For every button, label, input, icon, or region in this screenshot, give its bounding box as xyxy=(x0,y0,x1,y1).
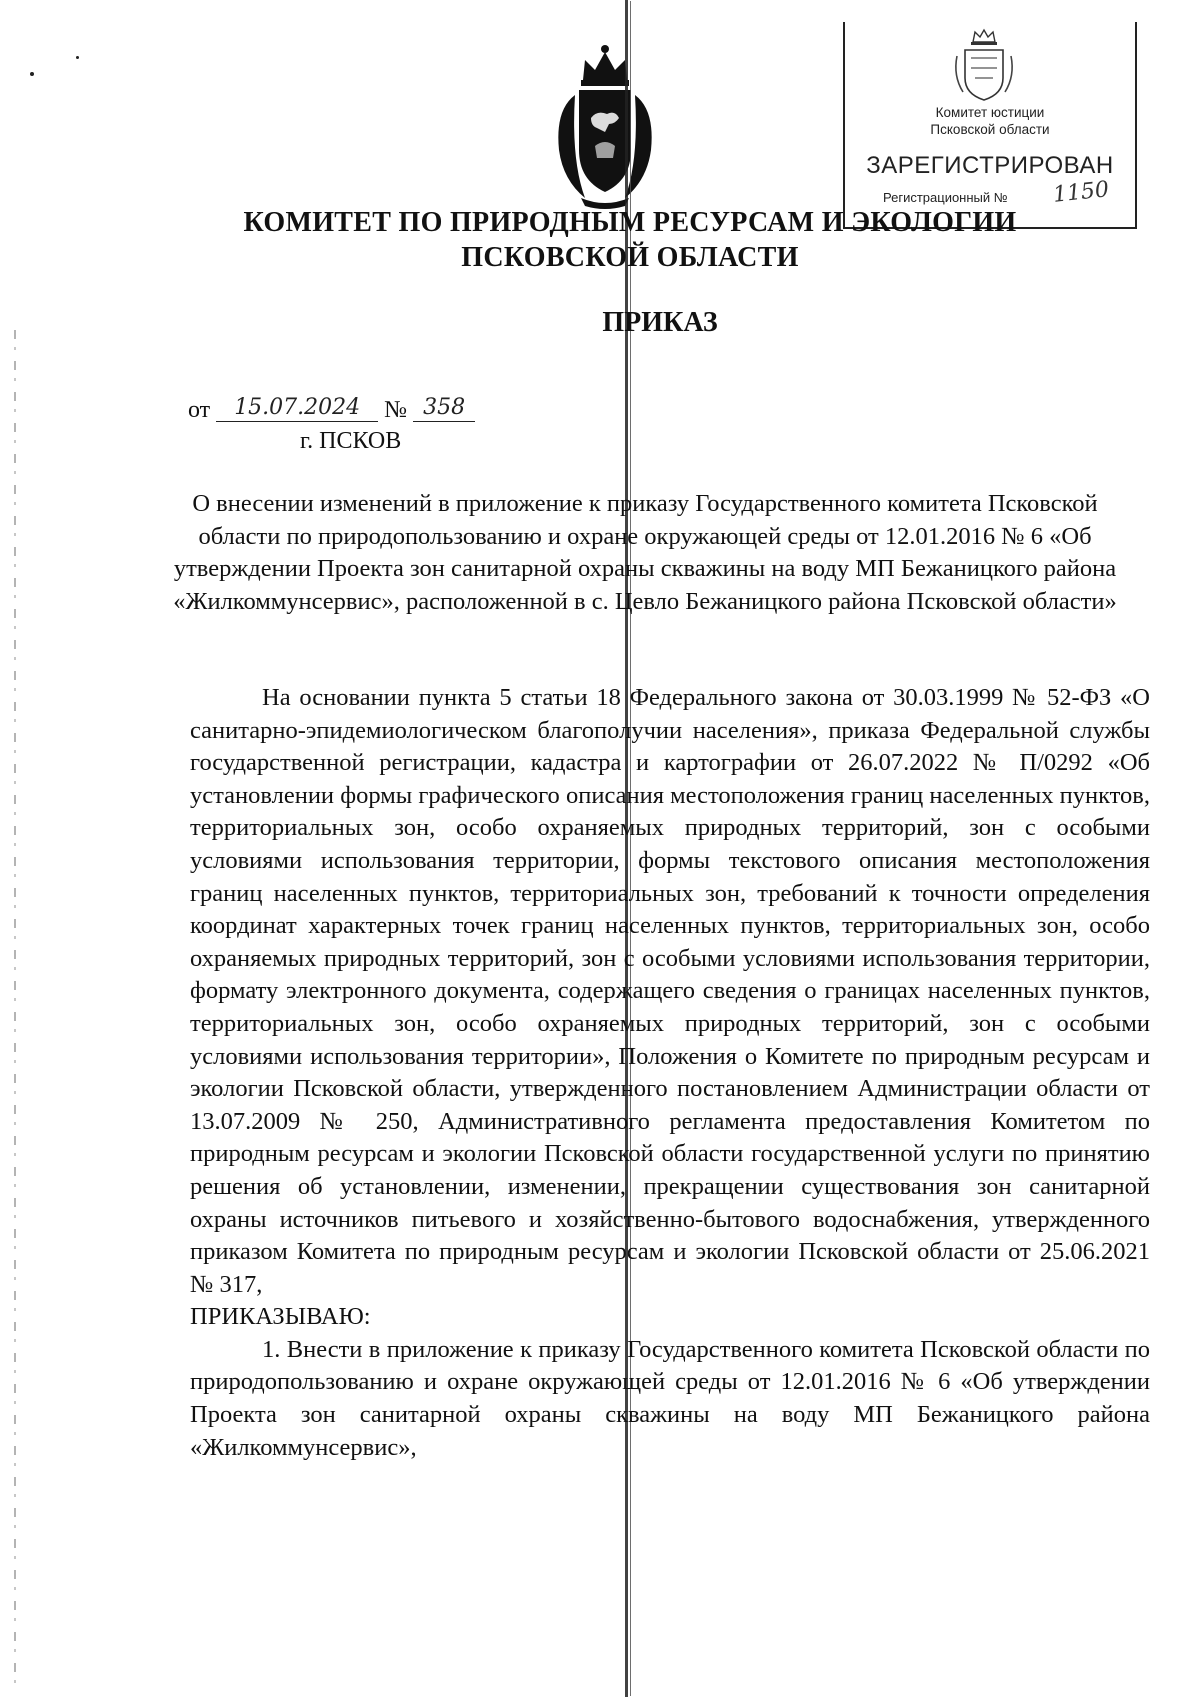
date-number-line xyxy=(188,397,475,425)
handwritten-date: 15.07.2024 xyxy=(216,395,378,422)
document-body xyxy=(190,682,1150,1464)
coat-of-arms-emblem xyxy=(545,40,665,210)
stamp-org-line: Псковской области xyxy=(930,122,1050,137)
org-title-line: ПСКОВСКОЙ ОБЛАСТИ xyxy=(461,242,799,273)
order-word: ПРИКАЗЫВАЮ: xyxy=(190,1303,371,1331)
handwritten-number: 358 xyxy=(413,395,475,422)
from-label: от xyxy=(188,397,211,423)
stamp-org-line: Комитет юстиции xyxy=(935,105,1045,120)
registration-stamp xyxy=(843,22,1137,229)
stamp-status: ЗАРЕГИСТРИРОВАН xyxy=(866,152,1114,179)
scan-speck xyxy=(76,56,79,59)
stamp-reg-number: 1150 xyxy=(1051,177,1111,208)
document-subject: О внесении изменений в приложение к приказу Государственного комитета Псковской области по природопользованию и охране окружающей среды от 12.01.2016 № 6 «Об утверждении Проекта зон санитарной охраны скважины на воду МП Бежаницкого района «Жилкоммунсервис», расположенной в с. Цевло Бежаницкого района Псковской области» xyxy=(173,490,1117,615)
number-label: № xyxy=(384,397,408,423)
order-item-1: 1. Внести в приложение к приказу Государственного комитета Псковской области по природопользованию и охране окружающей среды от 12.01.2016 № 6 «Об утверждении Проекта зон санитарной охраны скважины на воду МП Бежаницкого района «Жилкоммунсервис», xyxy=(190,1335,1150,1461)
city-label: г. ПСКОВ xyxy=(300,428,402,454)
document-type-title: ПРИКАЗ xyxy=(602,307,718,338)
scan-edge xyxy=(14,330,16,1690)
org-title-line: КОМИТЕТ ПО ПРИРОДНЫМ РЕСУРСАМ И ЭКОЛОГИИ xyxy=(243,207,1017,238)
basis-paragraph: На основании пункта 5 статьи 18 Федерального закона от 30.03.1999 № 52-ФЗ «О санитарно-эпидемиологическом благополучии населения», приказа Федеральной службы государственной регистрации, кадастра и картографии от 26.07.2022 № П/0292 «Об установлении формы графического описания местоположения границ населенных пунктов, территориальных зон, особо охраняемых природных территорий, зон с особыми условиями использования территории, формы текстового описания местоположения границ населенных пунктов, территориальных зон, требований к точности определения координат характерных точек границ населенных пунктов, территориальных зон, особо охраняемых природных территорий, зон с особыми условиями использования территории, формату электронного документа, содержащего сведения о границах населенных пунктов, территориальных зон, особо охраняемых природных территорий, зон с особыми условиями использования территории», Положения о Комитете по природным ресурсам и экологии Псковской области, утвержденного постановлением Администрации области от 13.07.2009 № 250, Административного регламента предоставления Комитетом по природным ресурсам и экологии Псковской области государственной услуги по принятию решения об установлении, изменении, прекращении существования зон санитарной охраны источников питьевого и хозяйственно-бытового водоснабжения, утвержденного приказом Комитета по природным ресурсам и экологии Псковской области от 25.06.2021 № 317, xyxy=(190,684,1150,1298)
scan-speck xyxy=(30,72,34,76)
stamp-coat-of-arms-icon xyxy=(951,28,1017,104)
stamp-reg-label: Регистрационный № xyxy=(883,190,1008,205)
